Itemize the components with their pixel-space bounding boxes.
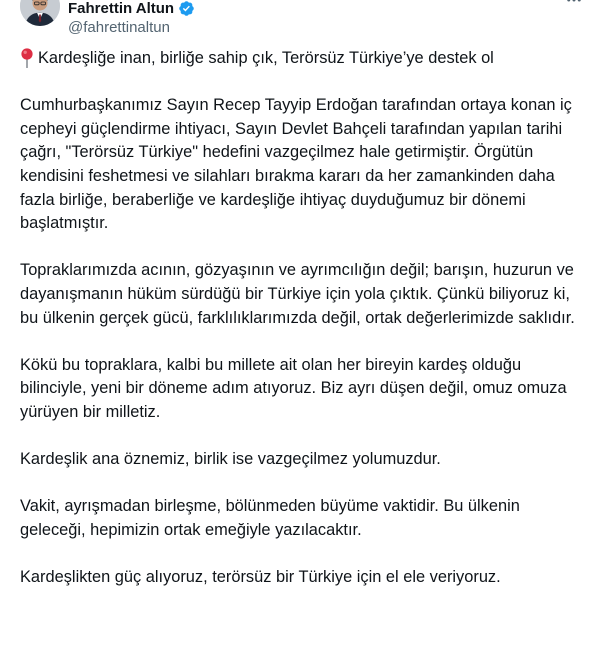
round-pushpin-icon [20, 48, 34, 68]
tweet-header [20, 0, 588, 34]
display-name[interactable]: Fahrettin Altun [68, 0, 175, 17]
tweet-paragraph-2: Topraklarımızda acının, gözyaşının ve ayrımcılığın değil; barışın, huzurun ve dayanışmanın hüküm sürdüğü bir Türkiye için yola çıktık. Çünkü biliyoruz ki, bu ülkenin gerçek gücü, farklılıklarımızda değil, ortak değerlerimizde saklıdır. [20, 261, 575, 327]
tweet-text [20, 47, 582, 590]
tweet-paragraph-3: Kökü bu topraklara, kalbi bu millete ait olan her bireyin kardeş olduğu bilinciyle, yeni bir döneme adım atıyoruz. Biz ayrı düşen değil, omuz omuza yürüyen bir milletiz. [20, 355, 567, 421]
verified-badge-icon[interactable] [178, 0, 195, 17]
tweet-paragraph-4: Kardeşlik ana öznemiz, birlik ise vazgeçilmez yolumuzdur. [20, 450, 441, 469]
author-handle[interactable]: @fahrettinaltun [68, 19, 170, 36]
tweet-paragraph-1: Cumhurbaşkanımız Sayın Recep Tayyip Erdoğan tarafından ortaya konan iç cepheyi güçlendirme ihtiyacı, Sayın Devlet Bahçeli tarafından yapılan tarihi çağrı, "Terörsüz Türkiye" hedefini vazgeçilmez hale getirmiştir. Örgütün kendisini feshetmesi ve silahları bırakma kararı da her zamankinden daha fazla birliğe, beraberliğe ve kardeşliğe ihtiyaç duyduğumuz bir dönemi başlatmıştır. [20, 96, 572, 233]
tweet-headline-text: Kardeşliğe inan, birliğe sahip çık, Terörsüz Türkiye’ye destek ol [38, 49, 494, 67]
avatar-image [20, 0, 60, 26]
display-name-row [68, 0, 195, 18]
author-names [68, 0, 195, 36]
tweet-paragraph-5: Vakit, ayrışmadan birleşme, bölünmeden büyüme vaktidir. Bu ülkenin geleceği, hepimizin ortak emeğiyle yazılacaktır. [20, 497, 520, 539]
tweet-paragraph-6: Kardeşlikten güç alıyoruz, terörsüz bir Türkiye için el ele veriyoruz. [20, 568, 501, 587]
avatar[interactable] [20, 0, 60, 26]
tweet-headline [20, 47, 582, 71]
more-horizontal-icon[interactable] [560, 0, 588, 14]
